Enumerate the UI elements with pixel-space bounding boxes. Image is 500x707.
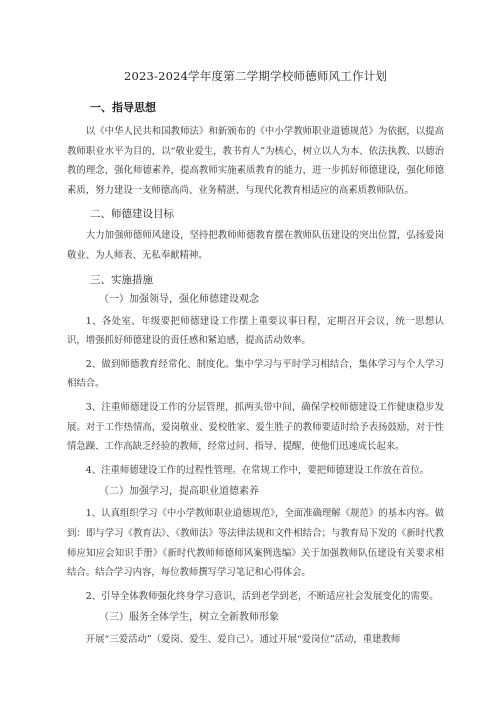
subsection-heading-study: （二）加强学习，提高职业道德素养 (99, 486, 259, 498)
section-heading-guiding-ideology: 一、指导思想 (90, 101, 156, 114)
list-item: 2、引导全体教师强化终身学习意识，活到老学到老，不断适应社会发展变化的需要。 (85, 590, 439, 602)
list-item: 3、注重师德建设工作的分层管理，抓两头带中间，确保学校师德建设工作健康稳步发展。对于工作热情高，爱岗敬业、爱校胜家、爱生胜子的教师要适时给予表扬鼓励，对于性情急躁、工作高缺乏经验的教师，经常过问、指导、提醒，使他们迅速成长起来。 (67, 401, 444, 453)
list-item: 开展“三爱活动”（爱岗、爱生、爱自己）。通过开展“爱岗位”活动，重建教师 (85, 634, 401, 646)
subsection-heading-service: （三）服务全体学生，树立全新教师形象 (99, 612, 279, 624)
list-item: 1、各处室、年级要把师德建设工作摆上重要议事日程，定期召开会议，统一思想认识，增强抓好师德建设的责任感和紧迫感，提高活动效率。 (67, 315, 444, 347)
paragraph-guiding-ideology: 以《中华人民共和国教师法》和新颁布的《中小学教师职业道德规范》为依据，以提高教师职业水平为目的，以“敬业爱生，教书育人”为核心，树立以人为本、依法执教、以德治教的理念，强化师德素养，提高教师实施素质教育的能力，进一步抓好师德建设，强化师德素质，努力建设一支师德高尚、业务精湛、与现代化教育相适应的高素质教师队伍。 (67, 126, 444, 196)
subsection-heading-leadership: （一）加强领导，强化师德建设观念 (99, 293, 259, 305)
list-item: 4、注重师德建设工作的过程性管理。在常规工作中，要把师德建设工作放在首位。 (85, 464, 430, 476)
list-item: 2、做到师德教育经常化、制度化。集中学习与平时学习相结合，集体学习与个人学习相结合。 (67, 358, 444, 390)
section-heading-goals: 二、师德建设目标 (90, 208, 174, 221)
section-heading-measures: 三、实施措施 (90, 273, 153, 286)
document-title: 2023-2024学年度第二学期学校师德师风工作计划 (123, 69, 388, 83)
list-item: 1、认真组织学习《中小学教师职业道德规范》，全面准确理解《规范》的基本内容。做到：即与学习《教育法》、《教师法》等法律法规和文件相结合；与教育局下发的《新时代教师应知应会知识手册》《新时代教师师德师风案例选编》关于加强教师队伍建设有关要求相结合。结合学习内容，每位教师撰写学习笔记和心得体会。 (67, 508, 444, 579)
paragraph-goals: 大力加强师德师风建设，坚持把教师师德教育摆在教师队伍建设的突出位置，弘扬爱岗敬业、为人师表、无私奉献精神。 (67, 230, 444, 261)
